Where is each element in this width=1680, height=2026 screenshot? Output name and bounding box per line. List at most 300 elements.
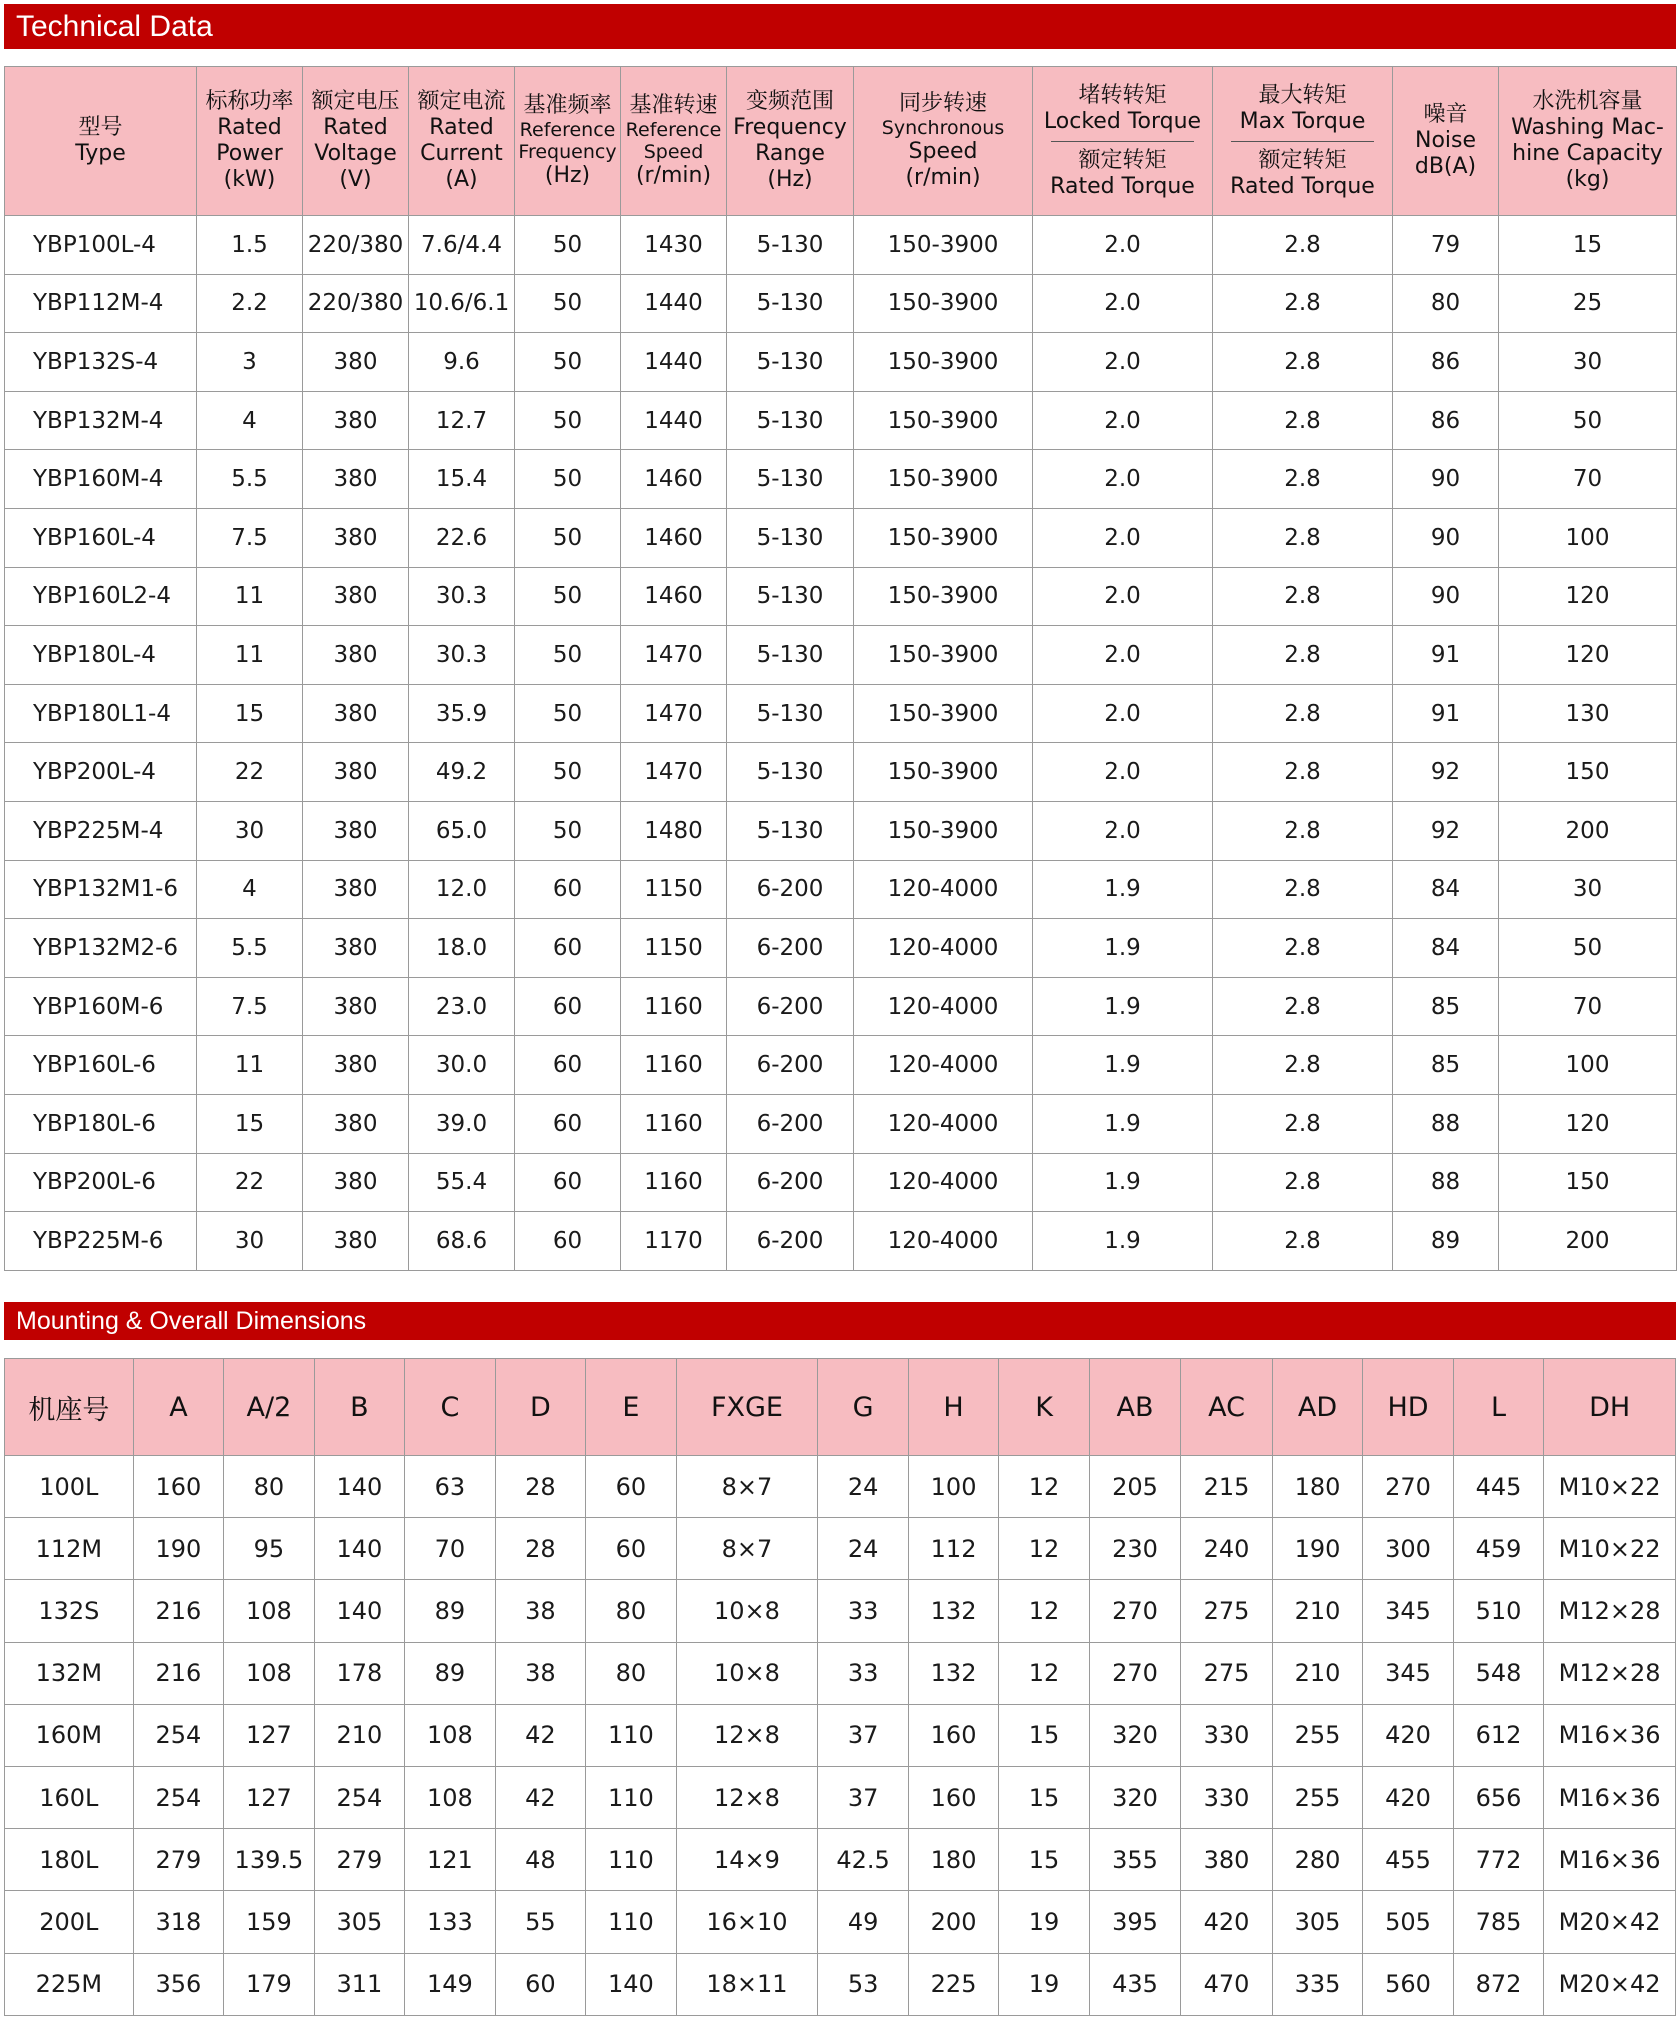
table-cell: 275 — [1181, 1580, 1272, 1642]
table-cell: 42 — [495, 1766, 585, 1828]
row-label-cell: 225M — [5, 1953, 134, 2015]
column-header: AC — [1181, 1359, 1272, 1456]
table-cell: 89 — [405, 1580, 495, 1642]
table-cell: 120-4000 — [854, 977, 1033, 1036]
header-ref-speed-en1: Reference — [625, 119, 722, 141]
table-cell: 120-4000 — [854, 1153, 1033, 1212]
table-cell: 459 — [1453, 1518, 1543, 1580]
table-cell: 5-130 — [727, 684, 854, 743]
table-cell: 190 — [1272, 1518, 1362, 1580]
table-row — [5, 1891, 1676, 1953]
table-cell: 275 — [1181, 1642, 1272, 1704]
table-cell: 50 — [1499, 919, 1677, 978]
table-cell: 200 — [1499, 1212, 1677, 1271]
table-cell: 18×11 — [676, 1953, 818, 2015]
column-header: K — [999, 1359, 1089, 1456]
table-cell: 270 — [1089, 1580, 1180, 1642]
table-cell: M20×42 — [1544, 1953, 1676, 2015]
table-cell: 279 — [314, 1829, 404, 1891]
table-cell: 1150 — [621, 919, 727, 978]
header-voltage-en2: Voltage — [314, 141, 397, 166]
table-cell: M20×42 — [1544, 1891, 1676, 1953]
table-cell: 190 — [133, 1518, 223, 1580]
table-cell: 22 — [197, 1153, 303, 1212]
table-cell: 127 — [224, 1704, 314, 1766]
table-cell: 100 — [1499, 1036, 1677, 1095]
table-cell: 220/380 — [303, 274, 409, 333]
table-cell: 380 — [303, 333, 409, 392]
table-cell: 2.8 — [1213, 919, 1393, 978]
row-label-cell: 112M — [5, 1518, 134, 1580]
table-cell: 5-130 — [727, 274, 854, 333]
table-cell: 80 — [586, 1580, 676, 1642]
table-cell: 60 — [515, 1036, 621, 1095]
header-current-unit: (A) — [445, 167, 478, 192]
table-cell: 86 — [1393, 333, 1499, 392]
header-locked-zh2: 额定转矩 — [1078, 147, 1167, 173]
table-cell: 2.8 — [1213, 801, 1393, 860]
header-ref-freq-unit: (Hz) — [544, 163, 591, 188]
table-cell: 1160 — [621, 1094, 727, 1153]
header-rated-voltage — [303, 67, 409, 216]
table-cell: 60 — [515, 1212, 621, 1271]
table-cell: 89 — [405, 1642, 495, 1704]
table-cell: 50 — [515, 333, 621, 392]
row-label-cell: 160L — [5, 1766, 134, 1828]
table-cell: 22 — [197, 743, 303, 802]
table-cell: 30 — [197, 1212, 303, 1271]
table-cell: 12.0 — [409, 860, 515, 919]
header-ref-freq-en1: Reference — [519, 119, 616, 141]
table-cell: 140 — [314, 1518, 404, 1580]
table-cell: 11 — [197, 1036, 303, 1095]
row-label-cell: YBP160M-4 — [5, 450, 197, 509]
table-cell: 130 — [1499, 684, 1677, 743]
table-row — [5, 977, 1677, 1036]
header-noise-zh: 噪音 — [1423, 102, 1468, 127]
table-cell: 150-3900 — [854, 801, 1033, 860]
table-cell: 14×9 — [676, 1829, 818, 1891]
table-cell: 150 — [1499, 1153, 1677, 1212]
table-cell: 1460 — [621, 508, 727, 567]
table-cell: 470 — [1181, 1953, 1272, 2015]
table-cell: 12×8 — [676, 1766, 818, 1828]
table-cell: 55 — [495, 1891, 585, 1953]
table-cell: 15 — [197, 684, 303, 743]
table-cell: 25 — [1499, 274, 1677, 333]
table-cell: 30 — [1499, 333, 1677, 392]
table-row — [5, 508, 1677, 567]
header-current-zh: 额定电流 — [417, 89, 506, 114]
table-cell: 380 — [303, 1094, 409, 1153]
table-cell: 60 — [515, 860, 621, 919]
table-cell: 355 — [1089, 1829, 1180, 1891]
table-row — [5, 1580, 1676, 1642]
table-cell: 127 — [224, 1766, 314, 1828]
header-rated-current — [409, 67, 515, 216]
table-cell: 6-200 — [727, 1036, 854, 1095]
header-sync-speed-unit: (r/min) — [905, 165, 981, 190]
table-cell: 120-4000 — [854, 1212, 1033, 1271]
table-cell: 225 — [908, 1953, 998, 2015]
table-cell: 84 — [1393, 919, 1499, 978]
table-cell: 5.5 — [197, 919, 303, 978]
table-cell: 2.8 — [1213, 333, 1393, 392]
table-cell: 1440 — [621, 274, 727, 333]
table-cell: 356 — [133, 1953, 223, 2015]
table-cell: 1160 — [621, 1153, 727, 1212]
table-cell: 270 — [1363, 1456, 1453, 1518]
table-cell: 42.5 — [818, 1829, 908, 1891]
table-cell: 33 — [818, 1642, 908, 1704]
table-cell: 560 — [1363, 1953, 1453, 2015]
row-label-cell: YBP200L-6 — [5, 1153, 197, 1212]
table-cell: 70 — [1499, 450, 1677, 509]
fraction-line — [1231, 141, 1374, 142]
table-cell: 53 — [818, 1953, 908, 2015]
table-cell: 149 — [405, 1953, 495, 2015]
table-cell: 120 — [1499, 567, 1677, 626]
table-cell: 150-3900 — [854, 450, 1033, 509]
row-label-cell: YBP200L-4 — [5, 743, 197, 802]
table-cell: 108 — [405, 1704, 495, 1766]
table-row — [5, 567, 1677, 626]
header-freq-range-unit: (Hz) — [767, 167, 813, 192]
row-label-cell: YBP132S-4 — [5, 333, 197, 392]
table-cell: 210 — [1272, 1580, 1362, 1642]
table-cell: 22.6 — [409, 508, 515, 567]
table-cell: 2.8 — [1213, 1036, 1393, 1095]
header-frequency-range — [727, 67, 854, 216]
table-cell: 220/380 — [303, 216, 409, 275]
table-cell: 1460 — [621, 450, 727, 509]
table-cell: 2.8 — [1213, 1094, 1393, 1153]
table-cell: 68.6 — [409, 1212, 515, 1271]
table-cell: 1.9 — [1033, 1153, 1213, 1212]
table-cell: 5-130 — [727, 801, 854, 860]
mounting-dimensions-table — [4, 1358, 1676, 2016]
table-cell: 1.9 — [1033, 1094, 1213, 1153]
technical-data-table — [4, 66, 1677, 1271]
table-cell: 2.8 — [1213, 216, 1393, 275]
table-cell: 2.8 — [1213, 743, 1393, 802]
table-cell: 9.6 — [409, 333, 515, 392]
table-cell: 12.7 — [409, 391, 515, 450]
header-sync-speed-en2: Speed — [908, 139, 978, 164]
table-cell: 139.5 — [224, 1829, 314, 1891]
table-cell: 1150 — [621, 860, 727, 919]
table-cell: 380 — [303, 508, 409, 567]
table-cell: 85 — [1393, 977, 1499, 1036]
table-cell: 200 — [1499, 801, 1677, 860]
header-capacity-zh: 水洗机容量 — [1532, 89, 1643, 114]
table-row — [5, 391, 1677, 450]
table-cell: 80 — [586, 1642, 676, 1704]
table-cell: 180 — [908, 1829, 998, 1891]
table-cell: 320 — [1089, 1704, 1180, 1766]
column-header: H — [908, 1359, 998, 1456]
table-cell: 85 — [1393, 1036, 1499, 1095]
table-cell: 50 — [515, 450, 621, 509]
table-cell: 100 — [1499, 508, 1677, 567]
table-cell: 38 — [495, 1642, 585, 1704]
table-cell: 140 — [314, 1580, 404, 1642]
table-cell: 28 — [495, 1518, 585, 1580]
table-cell: 2.0 — [1033, 391, 1213, 450]
table-row — [5, 684, 1677, 743]
table-cell: 1.9 — [1033, 860, 1213, 919]
table-cell: 4 — [197, 391, 303, 450]
table-cell: 254 — [133, 1704, 223, 1766]
table-cell: 2.0 — [1033, 626, 1213, 685]
table-cell: 2.8 — [1213, 508, 1393, 567]
table-cell: 132 — [908, 1642, 998, 1704]
table-cell: 160 — [133, 1456, 223, 1518]
row-label-cell: YBP160L2-4 — [5, 567, 197, 626]
row-label-cell: 132S — [5, 1580, 134, 1642]
table-cell: M16×36 — [1544, 1829, 1676, 1891]
table-cell: 37 — [818, 1766, 908, 1828]
table-cell: 455 — [1363, 1829, 1453, 1891]
row-label-cell: YBP160L-4 — [5, 508, 197, 567]
table-row — [5, 1518, 1676, 1580]
header-noise-unit: dB(A) — [1414, 154, 1477, 179]
technical-data-title: Technical Data — [4, 4, 1676, 49]
table-cell: 2.8 — [1213, 274, 1393, 333]
table-row — [5, 274, 1677, 333]
table-cell: 7.5 — [197, 977, 303, 1036]
table-cell: 88 — [1393, 1153, 1499, 1212]
table-cell: 60 — [495, 1953, 585, 2015]
table-cell: 1.5 — [197, 216, 303, 275]
header-ref-speed-en2: Speed — [643, 141, 704, 163]
table-cell: 150-3900 — [854, 508, 1033, 567]
table-cell: 2.0 — [1033, 274, 1213, 333]
table-cell: 270 — [1089, 1642, 1180, 1704]
row-label-cell: YBP132M1-6 — [5, 860, 197, 919]
table-cell: M10×22 — [1544, 1518, 1676, 1580]
table-cell: 150-3900 — [854, 274, 1033, 333]
table-cell: 210 — [1272, 1642, 1362, 1704]
header-ref-speed-zh: 基准转速 — [629, 93, 718, 118]
table-cell: 19 — [999, 1891, 1089, 1953]
table-cell: M10×22 — [1544, 1456, 1676, 1518]
column-header: D — [495, 1359, 585, 1456]
table-cell: 445 — [1453, 1456, 1543, 1518]
table-cell: 230 — [1089, 1518, 1180, 1580]
table-cell: 30.3 — [409, 567, 515, 626]
header-type-zh: 型号 — [78, 115, 123, 140]
table-cell: 785 — [1453, 1891, 1543, 1953]
table-cell: 15 — [999, 1766, 1089, 1828]
table-cell: 150-3900 — [854, 391, 1033, 450]
table-cell: 1.9 — [1033, 1036, 1213, 1095]
table-cell: 120-4000 — [854, 1036, 1033, 1095]
table-cell: 548 — [1453, 1642, 1543, 1704]
table-cell: 1160 — [621, 1036, 727, 1095]
table-cell: 91 — [1393, 626, 1499, 685]
table-cell: 1430 — [621, 216, 727, 275]
table-cell: 2.8 — [1213, 391, 1393, 450]
table-cell: 6-200 — [727, 1153, 854, 1212]
table-cell: 1160 — [621, 977, 727, 1036]
table-cell: 6-200 — [727, 860, 854, 919]
header-capacity-unit: (kg) — [1565, 167, 1610, 192]
table-cell: 318 — [133, 1891, 223, 1953]
table-cell: 112 — [908, 1518, 998, 1580]
table-row — [5, 1456, 1676, 1518]
table-cell: 50 — [515, 626, 621, 685]
table-cell: 180 — [1272, 1456, 1362, 1518]
header-max-torque-ratio — [1213, 67, 1393, 216]
column-header: 机座号 — [5, 1359, 134, 1456]
table-cell: 2.8 — [1213, 1153, 1393, 1212]
table-row — [5, 743, 1677, 802]
table-row — [5, 1642, 1676, 1704]
table-cell: 89 — [1393, 1212, 1499, 1271]
table-cell: 12 — [999, 1518, 1089, 1580]
table-cell: 60 — [515, 919, 621, 978]
dimensions-header-row — [5, 1359, 1676, 1456]
table-cell: 7.6/4.4 — [409, 216, 515, 275]
table-cell: 335 — [1272, 1953, 1362, 2015]
table-cell: 5-130 — [727, 333, 854, 392]
table-cell: 380 — [303, 567, 409, 626]
table-cell: 150-3900 — [854, 216, 1033, 275]
table-cell: 215 — [1181, 1456, 1272, 1518]
table-cell: 11 — [197, 626, 303, 685]
table-cell: 311 — [314, 1953, 404, 2015]
table-cell: 216 — [133, 1580, 223, 1642]
table-cell: 179 — [224, 1953, 314, 2015]
table-cell: 150-3900 — [854, 567, 1033, 626]
header-power-en2: Power — [216, 141, 283, 166]
table-cell: 380 — [303, 391, 409, 450]
table-cell: 150-3900 — [854, 743, 1033, 802]
table-cell: 255 — [1272, 1766, 1362, 1828]
table-cell: 16×10 — [676, 1891, 818, 1953]
table-cell: 15.4 — [409, 450, 515, 509]
table-cell: 656 — [1453, 1766, 1543, 1828]
header-max-en1: Max Torque — [1239, 108, 1366, 134]
header-ref-freq-zh: 基准频率 — [523, 93, 612, 118]
table-cell: 65.0 — [409, 801, 515, 860]
header-type — [5, 67, 197, 216]
table-cell: 37 — [818, 1704, 908, 1766]
table-cell: 2.2 — [197, 274, 303, 333]
row-label-cell: 200L — [5, 1891, 134, 1953]
header-current-en2: Current — [420, 141, 503, 166]
table-cell: 50 — [515, 801, 621, 860]
table-cell: 7.5 — [197, 508, 303, 567]
row-label-cell: 132M — [5, 1642, 134, 1704]
header-reference-speed — [621, 67, 727, 216]
row-label-cell: YBP160M-6 — [5, 977, 197, 1036]
table-cell: 420 — [1363, 1704, 1453, 1766]
table-cell: 2.8 — [1213, 1212, 1393, 1271]
table-cell: 28 — [495, 1456, 585, 1518]
table-cell: 6-200 — [727, 1094, 854, 1153]
header-synchronous-speed — [854, 67, 1033, 216]
table-cell: 30 — [1499, 860, 1677, 919]
table-cell: 120 — [1499, 626, 1677, 685]
table-cell: 1480 — [621, 801, 727, 860]
header-voltage-zh: 额定电压 — [311, 89, 400, 114]
table-cell: 49.2 — [409, 743, 515, 802]
table-cell: 300 — [1363, 1518, 1453, 1580]
table-cell: 35.9 — [409, 684, 515, 743]
table-row — [5, 450, 1677, 509]
column-header: AB — [1089, 1359, 1180, 1456]
table-cell: 395 — [1089, 1891, 1180, 1953]
table-cell: 2.0 — [1033, 743, 1213, 802]
table-cell: 320 — [1089, 1766, 1180, 1828]
column-header: E — [586, 1359, 676, 1456]
table-cell: 510 — [1453, 1580, 1543, 1642]
table-cell: 92 — [1393, 801, 1499, 860]
table-row — [5, 1212, 1677, 1271]
table-cell: 110 — [586, 1829, 676, 1891]
header-rated-power — [197, 67, 303, 216]
header-reference-frequency — [515, 67, 621, 216]
table-cell: 42 — [495, 1704, 585, 1766]
table-cell: 50 — [1499, 391, 1677, 450]
table-cell: 10×8 — [676, 1580, 818, 1642]
table-row — [5, 1036, 1677, 1095]
header-sync-speed-en1: Synchronous — [881, 117, 1005, 139]
table-cell: 2.8 — [1213, 626, 1393, 685]
table-cell: 50 — [515, 391, 621, 450]
table-cell: 160 — [908, 1704, 998, 1766]
table-cell: 108 — [224, 1642, 314, 1704]
table-cell: 110 — [586, 1766, 676, 1828]
column-header: A — [133, 1359, 223, 1456]
header-locked-zh1: 堵转转矩 — [1078, 82, 1167, 108]
table-cell: 1170 — [621, 1212, 727, 1271]
table-cell: 216 — [133, 1642, 223, 1704]
table-cell: 380 — [303, 743, 409, 802]
table-cell: 120 — [1499, 1094, 1677, 1153]
header-ref-freq-en2: Frequency — [518, 141, 617, 163]
table-cell: 18.0 — [409, 919, 515, 978]
table-cell: 345 — [1363, 1642, 1453, 1704]
table-cell: 30.0 — [409, 1036, 515, 1095]
table-cell: 110 — [586, 1891, 676, 1953]
table-cell: 280 — [1272, 1829, 1362, 1891]
table-cell: M12×28 — [1544, 1642, 1676, 1704]
header-power-zh: 标称功率 — [205, 89, 294, 114]
table-cell: 132 — [908, 1580, 998, 1642]
table-cell: 10.6/6.1 — [409, 274, 515, 333]
table-cell: 120-4000 — [854, 860, 1033, 919]
table-cell: 5-130 — [727, 567, 854, 626]
column-header: AD — [1272, 1359, 1362, 1456]
table-cell: 80 — [224, 1456, 314, 1518]
table-cell: 240 — [1181, 1518, 1272, 1580]
table-cell: 200 — [908, 1891, 998, 1953]
table-cell: 150 — [1499, 743, 1677, 802]
table-cell: 5.5 — [197, 450, 303, 509]
table-cell: 6-200 — [727, 919, 854, 978]
table-cell: 12 — [999, 1580, 1089, 1642]
table-cell: 380 — [303, 977, 409, 1036]
table-cell: 91 — [1393, 684, 1499, 743]
table-cell: 150-3900 — [854, 333, 1033, 392]
table-cell: 15 — [1499, 216, 1677, 275]
row-label-cell: YBP180L-6 — [5, 1094, 197, 1153]
table-cell: 2.0 — [1033, 450, 1213, 509]
table-cell: 380 — [303, 1036, 409, 1095]
